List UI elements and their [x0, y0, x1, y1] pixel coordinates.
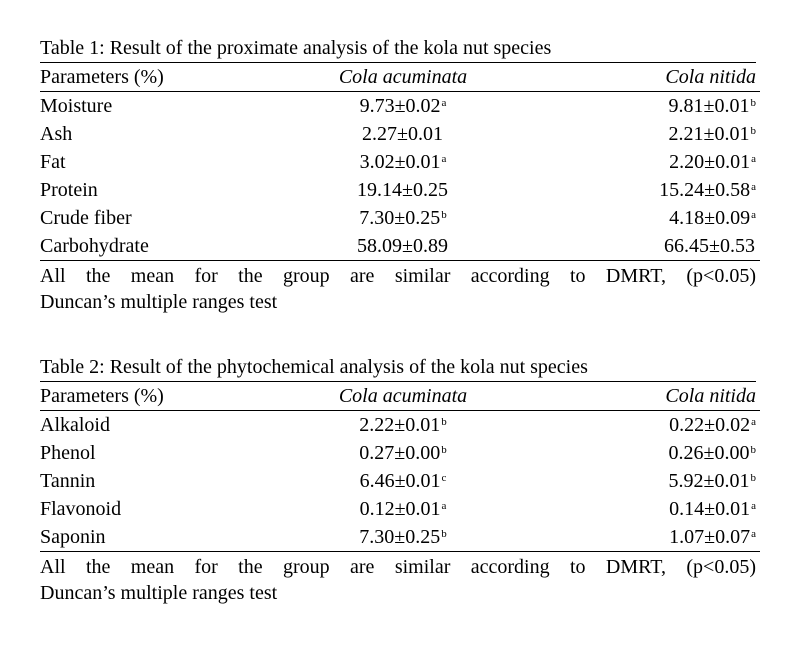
- table-row: [40, 176, 760, 204]
- significance-letter: a: [751, 528, 756, 540]
- value: 7.30±0.25: [359, 526, 441, 548]
- value: 19.14±0.25: [357, 179, 448, 201]
- cola-acuminata-cell: [308, 232, 498, 261]
- parameter-cell: Ash: [40, 123, 73, 145]
- significance-letter: a: [441, 500, 447, 512]
- cola-acuminata-cell: [308, 523, 498, 552]
- footnote-line: All the mean for the group are similar according to DMRT, (p<0.05): [40, 265, 756, 287]
- table-row: [40, 439, 760, 467]
- table-row: [40, 467, 760, 495]
- significance-letter: a: [751, 181, 756, 193]
- table-row: [40, 495, 760, 523]
- parameter-cell: Tannin: [40, 470, 96, 492]
- table-row: [40, 411, 760, 440]
- value: 15.24±0.58: [659, 179, 751, 201]
- value: 2.20±0.01: [669, 151, 751, 173]
- significance-letter: a: [441, 97, 447, 109]
- table-row: [40, 92, 760, 121]
- cola-acuminata-cell: [308, 148, 498, 176]
- value: 0.12±0.01: [359, 498, 441, 520]
- significance-letter: b: [750, 444, 756, 456]
- parameter-cell: Saponin: [40, 523, 308, 552]
- footnote-line: Duncan’s multiple ranges test: [40, 291, 278, 313]
- cola-nitida-cell: [498, 523, 760, 552]
- parameter-cell: Moisture: [40, 95, 113, 117]
- footnote-line: Duncan’s multiple ranges test: [40, 582, 278, 604]
- cola-acuminata-cell: [308, 204, 498, 232]
- parameter-cell: Phenol: [40, 442, 96, 464]
- section-spacer: [40, 315, 756, 355]
- significance-letter: b: [750, 472, 756, 484]
- table-row: [40, 204, 760, 232]
- cola-acuminata-cell: [308, 439, 498, 467]
- significance-letter: b: [441, 416, 447, 428]
- cola-nitida-cell: [498, 232, 760, 261]
- significance-letter: b: [441, 528, 447, 540]
- value: 2.21±0.01: [668, 123, 750, 145]
- footnote-line: All the mean for the group are similar according to DMRT, (p<0.05): [40, 556, 756, 578]
- significance-letter: b: [441, 209, 447, 221]
- parameter-cell: Flavonoid: [40, 498, 122, 520]
- value: 9.81±0.01: [668, 95, 750, 117]
- table-1-caption: Table 1: Result of the proximate analysis of the kola nut species: [40, 36, 756, 63]
- significance-letter: c: [441, 472, 447, 484]
- value: 3.02±0.01: [359, 151, 441, 173]
- table-1-header-row: [40, 63, 760, 92]
- value: 2.22±0.01: [359, 414, 441, 436]
- column-header-cola-acuminata: Cola acuminata: [308, 382, 498, 411]
- table-row: [40, 120, 760, 148]
- value: 4.18±0.09: [669, 207, 751, 229]
- parameter-cell: Crude fiber: [40, 207, 132, 229]
- cola-acuminata-cell: [308, 92, 498, 121]
- significance-letter: b: [750, 97, 756, 109]
- value: 7.30±0.25: [359, 207, 441, 229]
- value: 0.14±0.01: [669, 498, 751, 520]
- column-header-cola-nitida: Cola nitida: [498, 382, 760, 411]
- cola-nitida-cell: [498, 176, 760, 204]
- cola-acuminata-cell: [308, 495, 498, 523]
- cola-nitida-cell: [498, 411, 760, 440]
- value: 0.27±0.00: [359, 442, 441, 464]
- cola-nitida-cell: [498, 204, 760, 232]
- cola-nitida-cell: [498, 467, 760, 495]
- column-header-cola-nitida: Cola nitida: [498, 63, 760, 92]
- cola-nitida-cell: [498, 120, 760, 148]
- value: 0.26±0.00: [668, 442, 750, 464]
- table-row: [40, 232, 760, 261]
- table-2-header-row: [40, 382, 760, 411]
- table-1: [40, 63, 760, 261]
- parameter-cell: Alkaloid: [40, 414, 110, 436]
- table-2-block: [40, 355, 756, 606]
- table-2-caption: Table 2: Result of the phytochemical analysis of the kola nut species: [40, 355, 756, 382]
- table-2-footnote: [40, 554, 756, 606]
- value: 6.46±0.01: [359, 470, 441, 492]
- significance-letter: a: [751, 153, 756, 165]
- value: 0.22±0.02: [669, 414, 751, 436]
- column-header-parameters: Parameters (%): [40, 63, 308, 92]
- cola-acuminata-cell: [308, 411, 498, 440]
- significance-letter: a: [751, 416, 756, 428]
- cola-acuminata-cell: [308, 120, 498, 148]
- document-page: [40, 36, 756, 606]
- significance-letter: a: [751, 500, 756, 512]
- table-1-block: [40, 36, 756, 315]
- value: 1.07±0.07: [669, 526, 751, 548]
- cola-nitida-cell: [498, 439, 760, 467]
- value: 58.09±0.89: [357, 235, 448, 257]
- value: 9.73±0.02: [359, 95, 441, 117]
- significance-letter: b: [441, 444, 447, 456]
- column-header-cola-acuminata: Cola acuminata: [308, 63, 498, 92]
- cola-nitida-cell: [498, 92, 760, 121]
- significance-letter: b: [750, 125, 756, 137]
- table-1-footnote: [40, 263, 756, 315]
- cola-acuminata-cell: [308, 176, 498, 204]
- column-header-parameters: Parameters (%): [40, 382, 308, 411]
- value: 66.45±0.53: [664, 235, 755, 257]
- significance-letter: a: [751, 209, 756, 221]
- parameter-cell: Protein: [40, 179, 98, 201]
- cola-nitida-cell: [498, 495, 760, 523]
- table-row: [40, 148, 760, 176]
- parameter-cell: Carbohydrate: [40, 232, 308, 261]
- table-row: [40, 523, 760, 552]
- table-2: [40, 382, 760, 552]
- cola-acuminata-cell: [308, 467, 498, 495]
- parameter-cell: Fat: [40, 151, 66, 173]
- significance-letter: a: [441, 153, 447, 165]
- value: 5.92±0.01: [668, 470, 750, 492]
- cola-nitida-cell: [498, 148, 760, 176]
- value: 2.27±0.01: [362, 123, 443, 145]
